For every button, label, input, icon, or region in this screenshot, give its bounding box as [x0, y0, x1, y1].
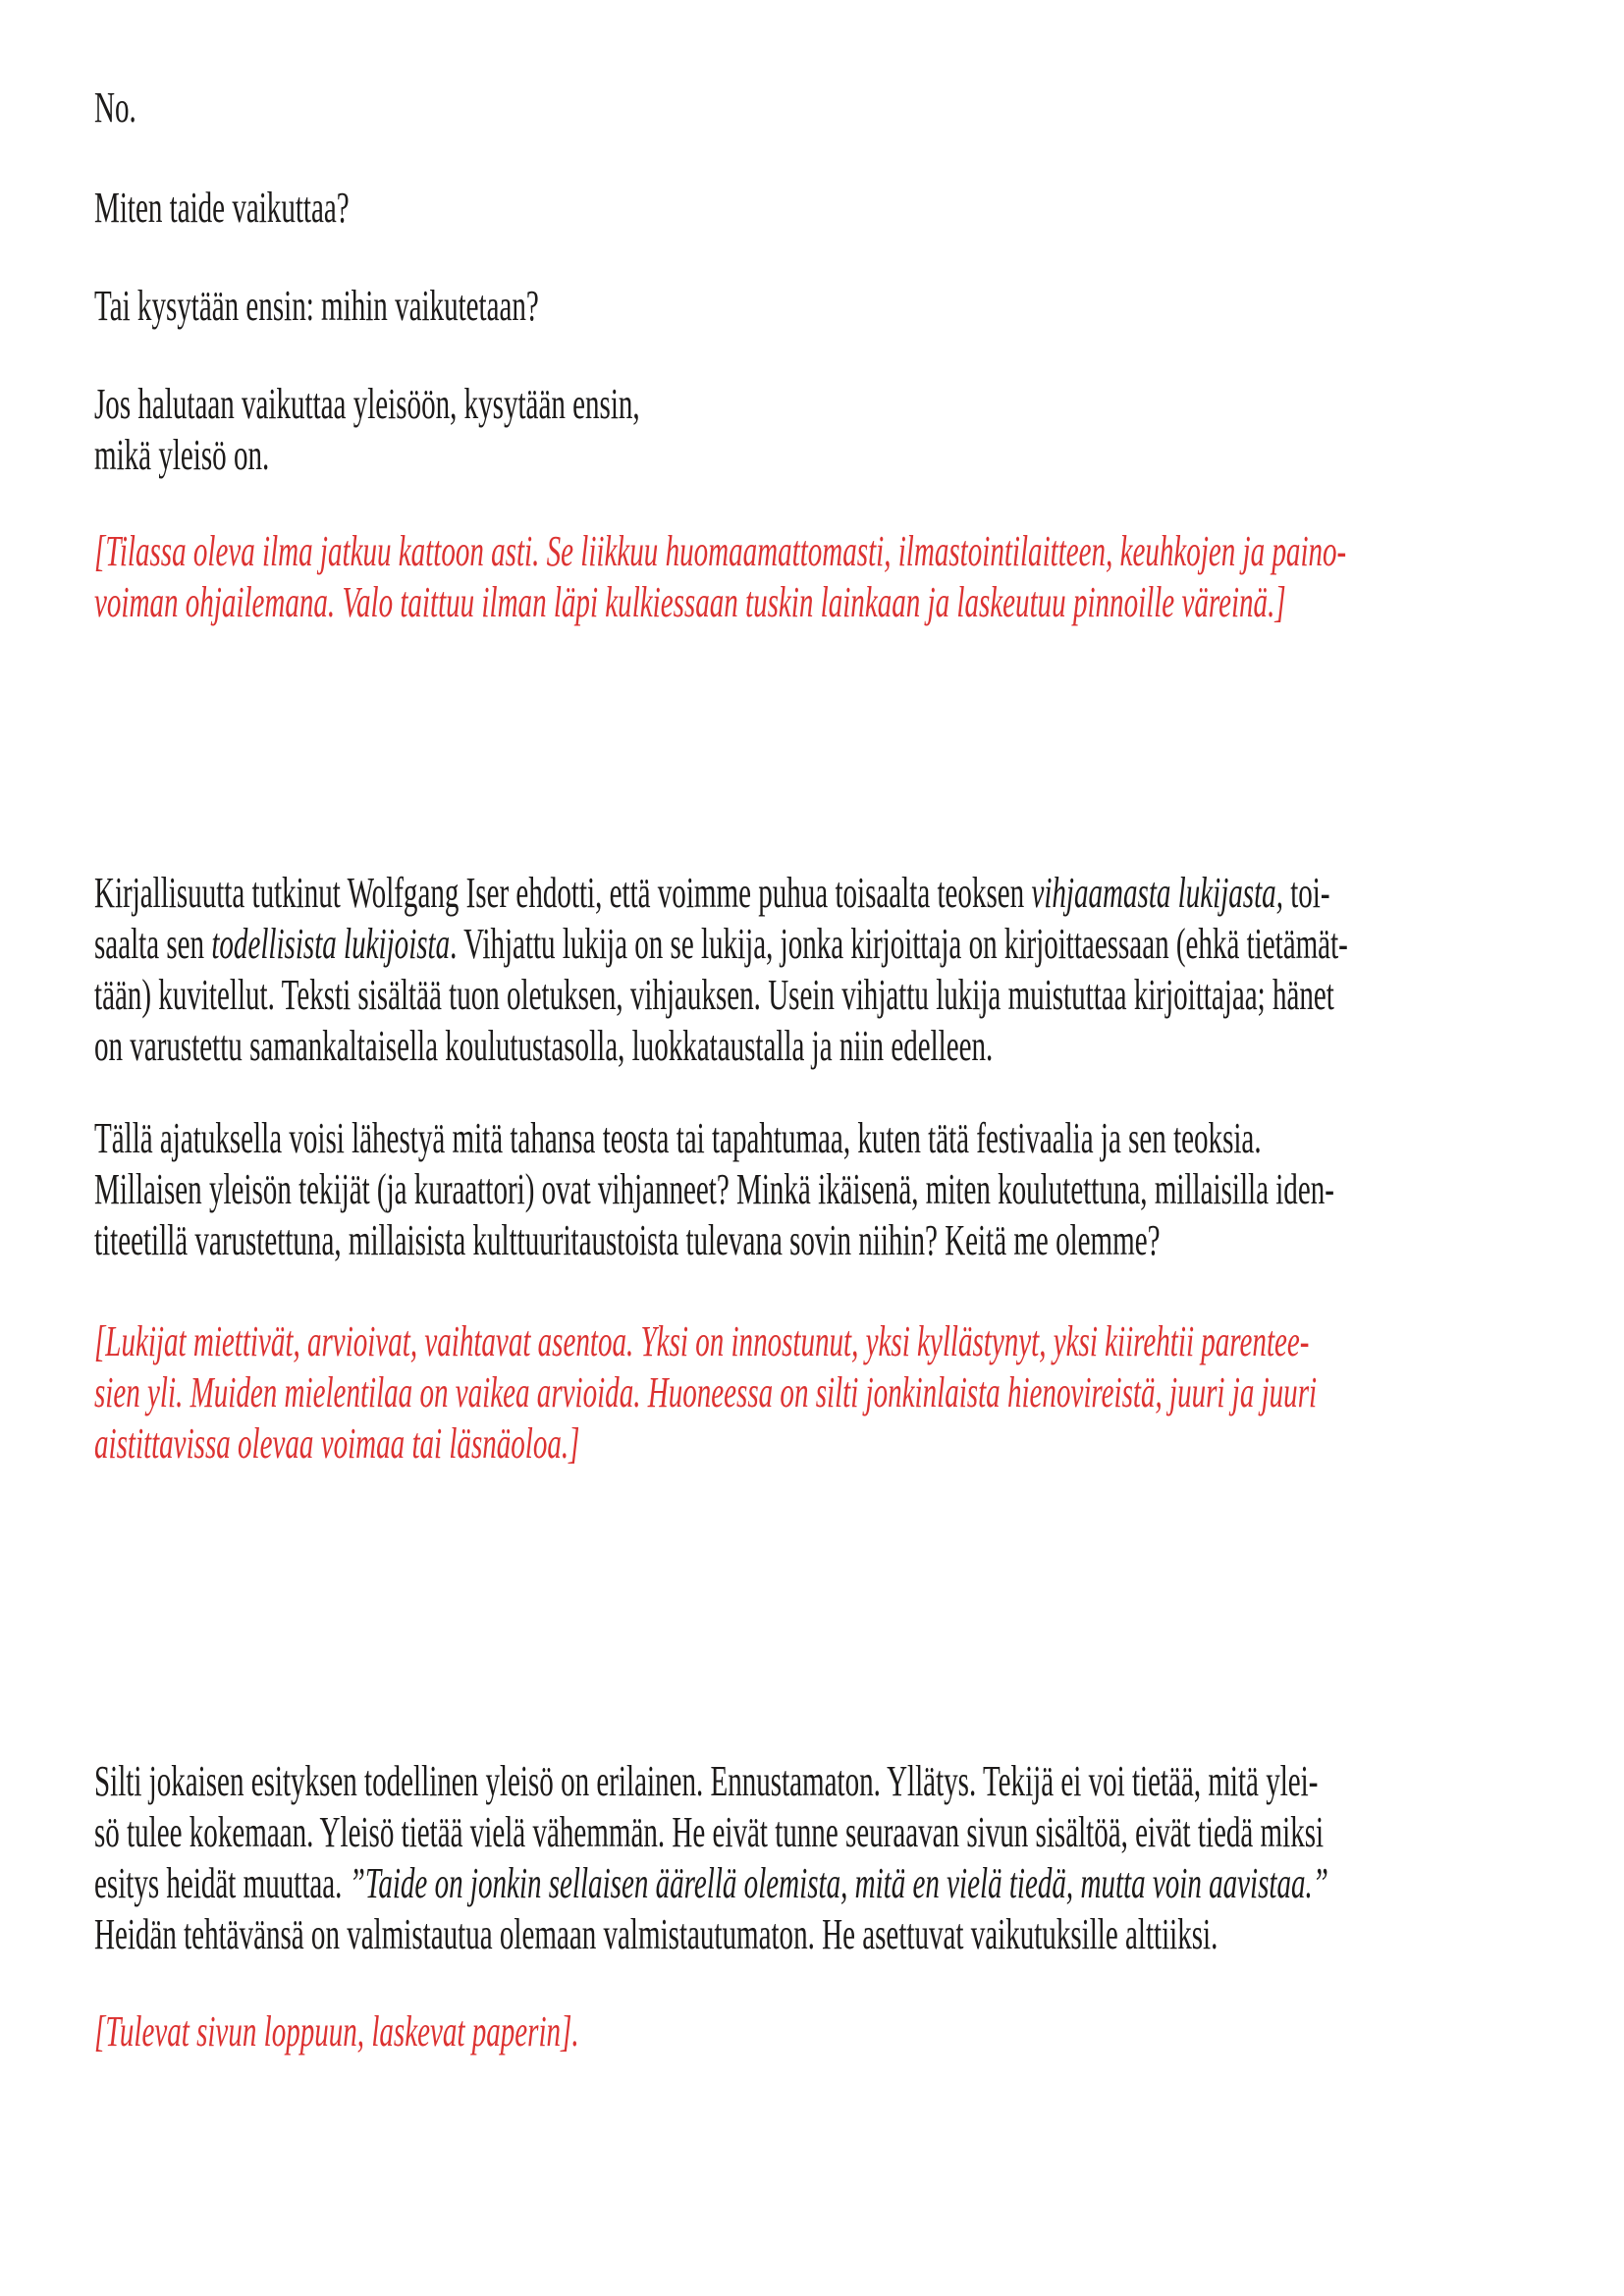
- stage-direction-end-of-page: [Tulevat sivun loppuun, laskevat paperin].: [94, 2007, 579, 2056]
- paragraph-answer-no: No.: [94, 83, 136, 132]
- paragraph-question-what-is-affected: Tai kysytään ensin: mihin vaikutetaan?: [94, 282, 539, 330]
- paragraph-festival-audience: Tällä ajatuksella voisi lähestyä mitä tahansa teosta tai tapahtumaa, kuten tätä festivaalia ja sen teoksia. Millaisen yleisön tekijät (ja kuraattori) ovat vihjanneet? Minkä ikäisenä, miten koulutettuna, millaisilla iden- titeetillä varustettuna, millaisista kulttuuritaustoista tulevana sovin niihin? Keitä me olemme?: [94, 1114, 1334, 1264]
- paragraph-question-how-art-affects: Miten taide vaikuttaa?: [94, 184, 350, 232]
- paragraph-wolfgang-iser: Kirjallisuutta tutkinut Wolfgang Iser ehdotti, että voimme puhua toisaalta teoksen vihjaamasta lukijasta, toi- saalta sen todellisista lukijoista. Vihjattu lukija on se lukija, jonka kirjoittaja on kirjoittaessaan (ehkä tietämät- tään) kuvitellut. Teksti sisältää tuon oletuksen, vihjauksen. Usein vihjattu lukija muistuttaa kirjoittajaa; hänet on varustettu samankaltaisella koulutustasolla, luokkataustalla ja niin edelleen.: [94, 869, 1348, 1070]
- stage-direction-readers-in-room: [Lukijat miettivät, arvioivat, vaihtavat asentoa. Yksi on innostunut, yksi kyllästynyt, yksi kiirehtii parentee- sien yli. Muiden mielentilaa on vaikea arvioida. Huoneessa on silti jonkinlaista hienovireistä, juuri ja juuri aistittavissa olevaa voimaa tai läsnäoloa.]: [94, 1317, 1318, 1468]
- paragraph-statement-audience: Jos halutaan vaikuttaa yleisöön, kysytään ensin, mikä yleisö on.: [94, 380, 640, 479]
- stage-direction-air-and-light: [Tilassa oleva ilma jatkuu kattoon asti. Se liikkuu huomaamattomasti, ilmastointilaitteen, keuhkojen ja paino- voiman ohjailemana. Valo taittuu ilman läpi kulkiessaan tuskin lainkaan ja laskeutuu pinnoille väreinä.]: [94, 527, 1347, 626]
- paragraph-real-audience: Silti jokaisen esityksen todellinen yleisö on erilainen. Ennustamaton. Yllätys. Tekijä ei voi tietää, mitä ylei- sö tulee kokemaan. Yleisö tietää vielä vähemmän. He eivät tunne seuraavan sivun sisältöä, eivät tiedä miksi esitys heidät muuttaa. ”Taide on jonkin sellaisen äärellä olemista, mitä en vielä tiedä, mutta voin aavistaa.” Heidän tehtävänsä on valmistautua olemaan valmistautumaton. He asettuvat vaikutuksille alttiiksi.: [94, 1757, 1328, 1958]
